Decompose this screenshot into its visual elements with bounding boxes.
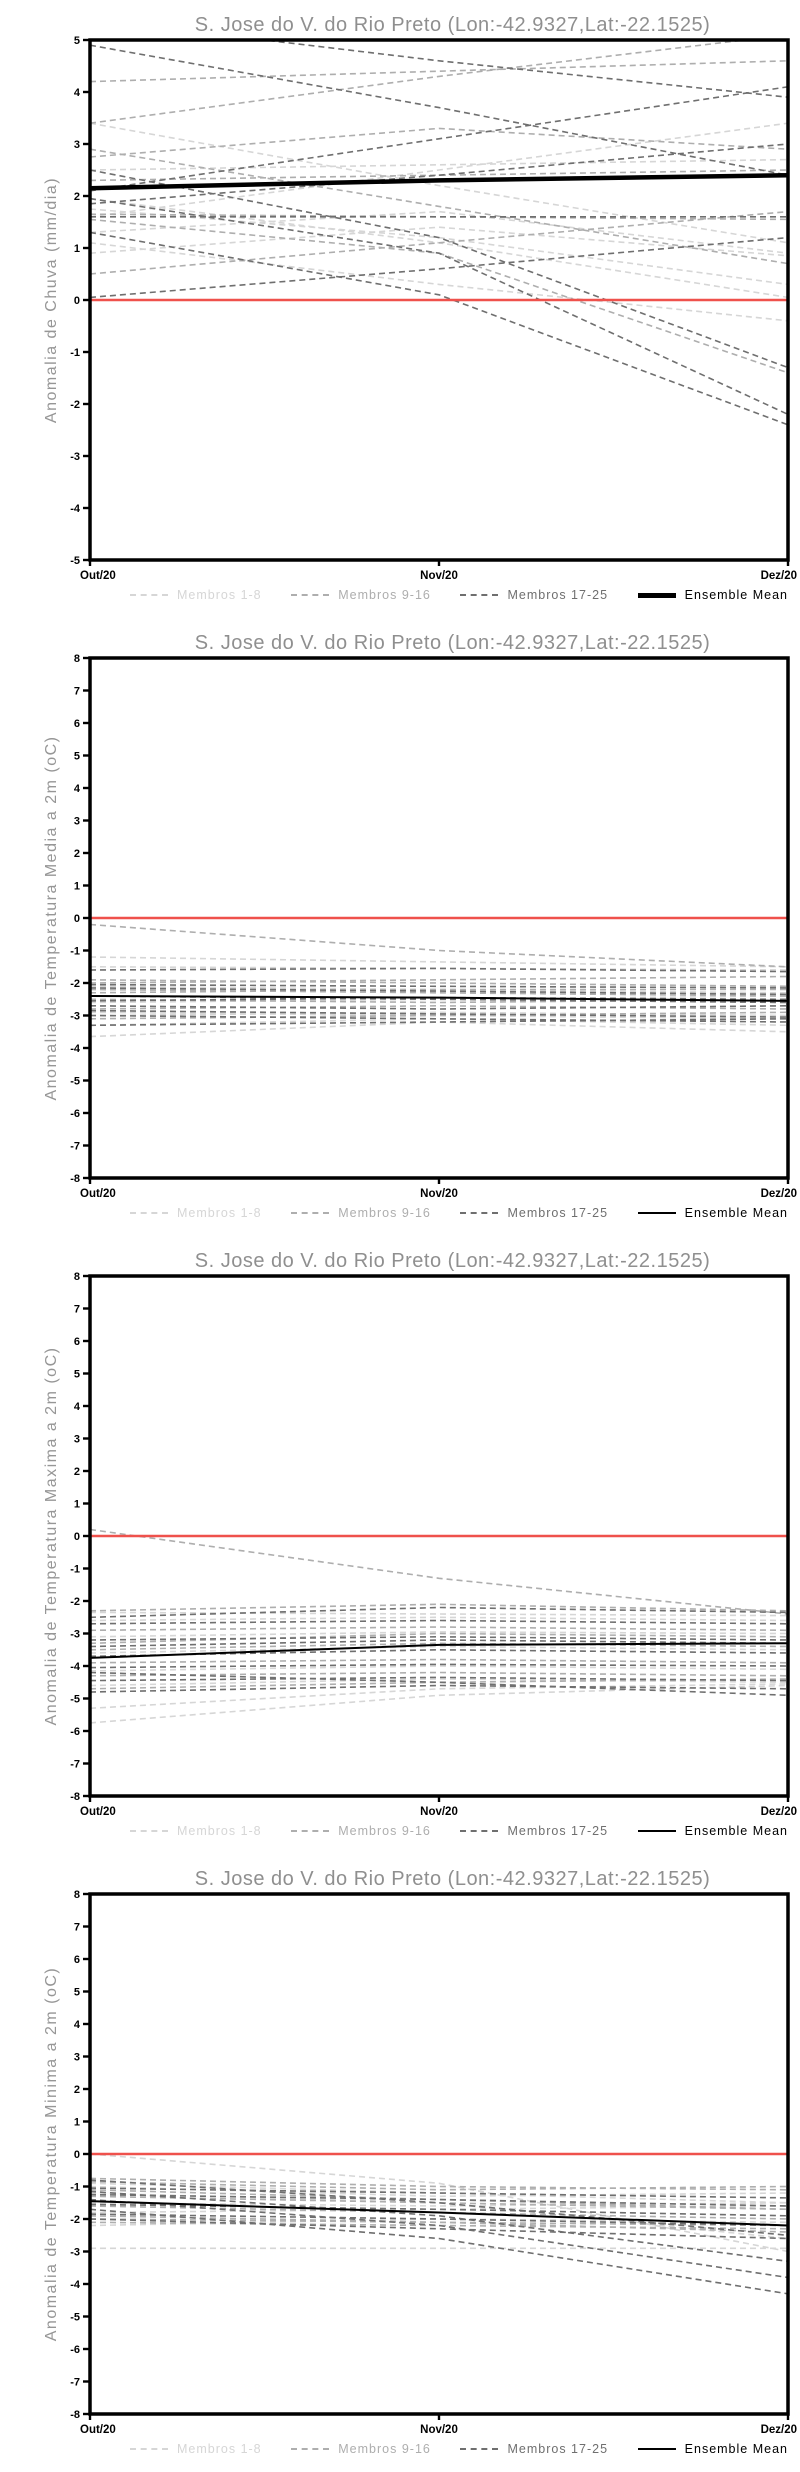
y-axis-tick-label: -5 bbox=[70, 2311, 80, 2324]
x-axis-tick-label: Dez/20 bbox=[760, 1188, 797, 1200]
chart-panel-mean-temperature bbox=[0, 618, 800, 1236]
legend-label: Membros 17-25 bbox=[507, 1824, 609, 1838]
y-axis-tick-label: 5 bbox=[73, 1986, 80, 1999]
legend-item-members-17-25 bbox=[460, 1206, 608, 1220]
y-axis-label: Anomalia de Temperatura Minima a 2m (oC) bbox=[43, 1966, 60, 2342]
y-axis-tick-label: 5 bbox=[73, 750, 80, 763]
ensemble-member-line bbox=[90, 232, 788, 424]
ensemble-member-line bbox=[90, 123, 788, 217]
y-axis-tick-label: -1 bbox=[70, 1563, 80, 1576]
ensemble-member-line bbox=[90, 1530, 788, 1615]
y-axis-tick-label: 7 bbox=[73, 685, 80, 698]
y-axis-tick-label: 1 bbox=[73, 880, 80, 893]
y-axis-tick-label: 4 bbox=[73, 783, 80, 795]
y-axis-tick-label: 1 bbox=[73, 2116, 80, 2129]
legend-label: Membros 1-8 bbox=[177, 1206, 262, 1220]
ensemble-member-line bbox=[90, 19, 788, 97]
dashed-line-swatch bbox=[291, 594, 329, 596]
y-axis-tick-label: -2 bbox=[70, 399, 80, 411]
ensemble-member-line bbox=[90, 1621, 788, 1624]
plot-area bbox=[0, 0, 800, 618]
legend-label: Membros 1-8 bbox=[177, 2442, 262, 2456]
y-axis-tick-label: -5 bbox=[70, 1693, 80, 1706]
x-axis-tick-label: Dez/20 bbox=[760, 1806, 797, 1818]
ensemble-member-line bbox=[90, 160, 788, 170]
ensemble-member-line bbox=[90, 1617, 788, 1620]
ensemble-member-line bbox=[90, 61, 788, 82]
legend-label: Membros 17-25 bbox=[507, 588, 609, 602]
ensemble-member-line bbox=[90, 1627, 788, 1630]
y-axis-tick-label: 3 bbox=[73, 2051, 80, 2064]
legend-item-ensemble-mean bbox=[638, 588, 788, 602]
legend-item-members-17-25 bbox=[460, 588, 608, 602]
x-axis-tick-label: Dez/20 bbox=[760, 570, 797, 582]
y-axis-tick-label: -8 bbox=[70, 2409, 80, 2421]
x-axis-tick-label: Nov/20 bbox=[420, 1188, 458, 1200]
y-axis-tick-label: -6 bbox=[70, 2344, 80, 2356]
legend bbox=[130, 2442, 788, 2456]
legend-label: Membros 1-8 bbox=[177, 1824, 262, 1838]
dashed-line-swatch bbox=[460, 2448, 498, 2450]
y-axis-label: Anomalia de Temperatura Media a 2m (oC) bbox=[43, 735, 60, 1101]
plot-area bbox=[0, 1236, 800, 1854]
y-axis-tick-label: 4 bbox=[73, 1401, 80, 1413]
y-axis-tick-label: 2 bbox=[73, 1466, 80, 1478]
y-axis-tick-label: 2 bbox=[73, 191, 80, 203]
legend-item-members-9-16 bbox=[291, 1206, 431, 1220]
legend bbox=[130, 1206, 788, 1220]
dashed-line-swatch bbox=[291, 1830, 329, 1832]
y-axis-tick-label: -4 bbox=[70, 1661, 80, 1673]
solid-line-swatch bbox=[638, 2448, 676, 2450]
dashed-line-swatch bbox=[130, 2448, 168, 2450]
solid-line-swatch bbox=[638, 1830, 676, 1832]
x-axis-tick-label: Dez/20 bbox=[760, 2424, 797, 2436]
legend-label: Membros 17-25 bbox=[507, 1206, 609, 1220]
legend bbox=[130, 588, 788, 602]
y-axis-tick-label: -1 bbox=[70, 347, 80, 359]
ensemble-member-line bbox=[90, 238, 788, 298]
legend-item-members-17-25 bbox=[460, 1824, 608, 1838]
ensemble-member-line bbox=[90, 144, 788, 204]
legend-label: Ensemble Mean bbox=[684, 1206, 788, 1220]
legend-label: Ensemble Mean bbox=[684, 588, 788, 602]
legend-item-members-1-8 bbox=[130, 588, 262, 602]
legend-label: Membros 17-25 bbox=[507, 2442, 609, 2456]
y-axis-tick-label: -1 bbox=[70, 2181, 80, 2194]
legend-label: Ensemble Mean bbox=[684, 1824, 788, 1838]
y-axis-tick-label: -2 bbox=[70, 978, 80, 990]
dashed-line-swatch bbox=[130, 1830, 168, 1832]
y-axis-tick-label: 1 bbox=[73, 243, 80, 255]
y-axis-tick-label: 7 bbox=[73, 1303, 80, 1316]
ensemble-member-line bbox=[90, 212, 788, 274]
legend-item-members-9-16 bbox=[291, 588, 431, 602]
y-axis-tick-label: -3 bbox=[70, 2246, 80, 2259]
chart-svg bbox=[0, 1854, 800, 2472]
x-axis-tick-label: Out/20 bbox=[80, 1806, 116, 1818]
ensemble-member-line bbox=[90, 1664, 788, 1667]
y-axis-tick-label: 4 bbox=[73, 87, 80, 99]
dashed-line-swatch bbox=[130, 594, 168, 596]
solid-line-swatch bbox=[638, 1212, 676, 1214]
chart-title: S. Jose do V. do Rio Preto (Lon:-42.9327,Lat:-22.1525) bbox=[194, 1868, 711, 1890]
y-axis-tick-label: -8 bbox=[70, 1173, 80, 1185]
legend-item-ensemble-mean bbox=[638, 1824, 788, 1838]
y-axis-tick-label: -3 bbox=[70, 1010, 80, 1023]
legend bbox=[130, 1824, 788, 1838]
legend-item-members-1-8 bbox=[130, 2442, 262, 2456]
legend-item-ensemble-mean bbox=[638, 1206, 788, 1220]
y-axis-tick-label: -4 bbox=[70, 1043, 80, 1055]
ensemble-member-line bbox=[90, 1637, 788, 1640]
legend-label: Ensemble Mean bbox=[684, 2442, 788, 2456]
y-axis-tick-label: 0 bbox=[73, 913, 80, 925]
legend-item-members-9-16 bbox=[291, 1824, 431, 1838]
y-axis-tick-label: -6 bbox=[70, 1726, 80, 1738]
ensemble-member-line bbox=[90, 1677, 788, 1680]
y-axis-tick-label: 0 bbox=[73, 2149, 80, 2161]
legend-label: Membros 9-16 bbox=[338, 2442, 431, 2456]
chart-panel-precipitation bbox=[0, 0, 800, 618]
x-axis-tick-label: Out/20 bbox=[80, 1188, 116, 1200]
chart-title: S. Jose do V. do Rio Preto (Lon:-42.9327,Lat:-22.1525) bbox=[194, 1250, 711, 1272]
plot-area bbox=[0, 1854, 800, 2472]
x-axis-tick-label: Nov/20 bbox=[420, 2424, 458, 2436]
chart-title: S. Jose do V. do Rio Preto (Lon:-42.9327,Lat:-22.1525) bbox=[194, 14, 711, 36]
y-axis-tick-label: 3 bbox=[73, 1433, 80, 1446]
y-axis-tick-label: 8 bbox=[73, 1889, 80, 1901]
ensemble-member-line bbox=[90, 199, 788, 415]
legend-item-members-1-8 bbox=[130, 1824, 262, 1838]
ensemble-member-line bbox=[90, 2154, 788, 2252]
legend-label: Membros 9-16 bbox=[338, 1206, 431, 1220]
x-axis-tick-label: Nov/20 bbox=[420, 570, 458, 582]
chart-panel-max-temperature bbox=[0, 1236, 800, 1854]
ensemble-member-line bbox=[90, 1660, 788, 1663]
chart-svg bbox=[0, 0, 800, 618]
ensemble-member-line bbox=[90, 1604, 788, 1611]
dashed-line-swatch bbox=[130, 1212, 168, 1214]
ensemble-member-line bbox=[90, 123, 788, 243]
y-axis-tick-label: -2 bbox=[70, 2214, 80, 2226]
y-axis-tick-label: 3 bbox=[73, 139, 80, 151]
y-axis-tick-label: 0 bbox=[73, 1531, 80, 1543]
ensemble-member-line bbox=[90, 925, 788, 967]
y-axis-tick-label: 1 bbox=[73, 1498, 80, 1511]
y-axis-tick-label: 4 bbox=[73, 2019, 80, 2031]
y-axis-tick-label: -3 bbox=[70, 451, 80, 463]
dashed-line-swatch bbox=[460, 1830, 498, 1832]
chart-panel-min-temperature bbox=[0, 1854, 800, 2472]
ensemble-member-line bbox=[90, 243, 788, 321]
y-axis-label: Anomalia de Chuva (mm/dia) bbox=[43, 176, 60, 424]
chart-svg bbox=[0, 618, 800, 1236]
y-axis-tick-label: -5 bbox=[70, 555, 80, 567]
y-axis-tick-label: 6 bbox=[73, 718, 80, 730]
y-axis-tick-label: 6 bbox=[73, 1954, 80, 1966]
y-axis-tick-label: -5 bbox=[70, 1075, 80, 1088]
legend-item-members-9-16 bbox=[291, 2442, 431, 2456]
x-axis-tick-label: Nov/20 bbox=[420, 1806, 458, 1818]
legend-item-members-17-25 bbox=[460, 2442, 608, 2456]
y-axis-tick-label: 0 bbox=[73, 295, 80, 307]
y-axis-tick-label: 2 bbox=[73, 2084, 80, 2096]
ensemble-member-line bbox=[90, 1019, 788, 1026]
y-axis-tick-label: 6 bbox=[73, 1336, 80, 1348]
chart-title: S. Jose do V. do Rio Preto (Lon:-42.9327,Lat:-22.1525) bbox=[194, 632, 711, 654]
y-axis-tick-label: -7 bbox=[70, 1140, 80, 1153]
y-axis-tick-label: 7 bbox=[73, 1921, 80, 1934]
dashed-line-swatch bbox=[460, 594, 498, 596]
solid-line-swatch bbox=[638, 593, 676, 598]
y-axis-tick-label: -8 bbox=[70, 1791, 80, 1803]
dashed-line-swatch bbox=[291, 2448, 329, 2450]
x-axis-tick-label: Out/20 bbox=[80, 570, 116, 582]
dashed-line-swatch bbox=[460, 1212, 498, 1214]
dashed-line-swatch bbox=[291, 1212, 329, 1214]
y-axis-label: Anomalia de Temperatura Maxima a 2m (oC) bbox=[43, 1346, 60, 1726]
legend-item-members-1-8 bbox=[130, 1206, 262, 1220]
y-axis-tick-label: 5 bbox=[73, 1368, 80, 1381]
y-axis-tick-label: -4 bbox=[70, 503, 80, 515]
plot-area bbox=[0, 618, 800, 1236]
y-axis-tick-label: 3 bbox=[73, 815, 80, 828]
legend-item-ensemble-mean bbox=[638, 2442, 788, 2456]
y-axis-tick-label: -4 bbox=[70, 2279, 80, 2291]
y-axis-tick-label: -7 bbox=[70, 2376, 80, 2389]
legend-label: Membros 9-16 bbox=[338, 588, 431, 602]
x-axis-tick-label: Out/20 bbox=[80, 2424, 116, 2436]
y-axis-tick-label: -3 bbox=[70, 1628, 80, 1641]
y-axis-tick-label: 8 bbox=[73, 653, 80, 665]
y-axis-tick-label: 5 bbox=[73, 35, 80, 47]
y-axis-tick-label: -6 bbox=[70, 1108, 80, 1120]
chart-svg bbox=[0, 1236, 800, 1854]
legend-label: Membros 1-8 bbox=[177, 588, 262, 602]
y-axis-tick-label: -1 bbox=[70, 945, 80, 958]
y-axis-tick-label: -7 bbox=[70, 1758, 80, 1771]
y-axis-tick-label: 8 bbox=[73, 1271, 80, 1283]
ensemble-member-line bbox=[90, 977, 788, 984]
y-axis-tick-label: 2 bbox=[73, 848, 80, 860]
legend-label: Membros 9-16 bbox=[338, 1824, 431, 1838]
y-axis-tick-label: -2 bbox=[70, 1596, 80, 1608]
